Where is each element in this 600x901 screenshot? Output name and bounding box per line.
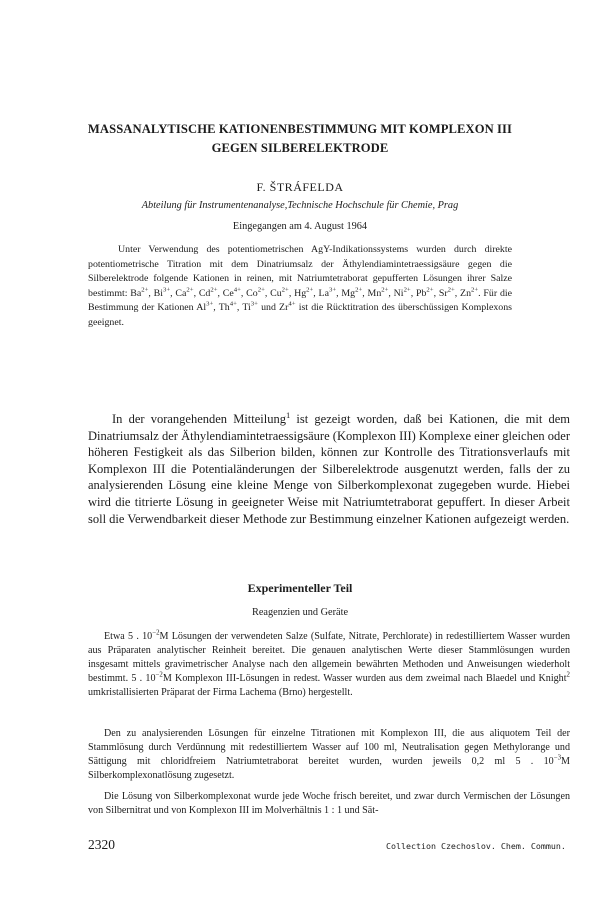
- paragraph-reagents: Etwa 5 . $10^{-2}M$ Lösungen der verwendeten Salze (Sulfate, Nitrate, Perchlorate) in redestilliertem Wasser wurden aus Präparaten analytischer Reinheit bereitet. Die genauen analytischen Werte dieser Stammlösungen wurden insgesamt mittels gravimetrischer Analyse nach den allgemein bewährten Methoden und Anweisungen wiederholt bestimmt. 5 . $10^{-2}M$ Komplexon III-Lösungen in redest. Wasser wurden aus dem zweimal nach Blaedel und Knight$^2$ umkristallisierten Präparat der Firma Lachema (Brno) hergestellt.: [88, 629, 570, 698]
- paper-title: [60, 120, 540, 158]
- intro-paragraph: In der vorangehenden Mitteilung$^1$ ist gezeigt worden, daß bei Kationen, die mit dem Dinatriumsalz der Äthylendiamintetraessigsäure (Komplexon III) Komplexe einer gleichen oder höheren Festigkeit als das Silberion bilden, können zur Kontrolle des Titrationsverlaufs mit Komplexon III die Potentialänderungen der Silberelektrode ausgenutzt werden, falls der zu analysierenden Lösung eine kleine Menge von Silberkomplexonat zugegeben wurde. Hiebei wird die titrierte Lösung in geeigneter Weise mit Natriumtetraborat gepuffert. In dieser Arbeit soll die Verwendbarkeit dieser Methode zur Bestimmung einzelner Kationen aufgezeigt werden.: [88, 409, 570, 526]
- author-name: F. ŠTRÁFELDA: [256, 180, 344, 194]
- title-line-1: MASSANALYTISCHE KATIONENBESTIMMUNG MIT KOMPLEXON III: [87, 122, 513, 136]
- page-number: 2320: [88, 837, 115, 852]
- citation-ref: 1: [286, 409, 291, 420]
- paragraph-solutions: Den zu analysierenden Lösungen für einzelne Titrationen mit Komplexon III, die aus aliquotem Teil der Stammlösung durch Verdünnung mit redestilliertem Wasser auf 100 ml, Neutralisation gegen Methylorange und Sättigung mit chloridfreiem Natriumtetraborat bereitet wurden, wurden jeweils 0,2 ml 5 . $10^{-3}M$ Silberkomplexonatlösung zugesetzt.: [88, 728, 570, 781]
- received-date: Eingegangen am 4. August 1964: [232, 221, 368, 232]
- citation-ref: 2: [566, 671, 570, 679]
- journal-footer: Collection Czechoslov. Chem. Commun.: [386, 841, 566, 851]
- subsection-heading: Reagenzien und Geräte: [251, 607, 349, 618]
- paragraph-silver-complexonate: Die Lösung von Silberkomplexonat wurde jede Woche frisch bereitet, und zwar durch Vermischen der Lösungen von Silbernitrat und von Komplexon III im Molverhältnis 1 : 1 und Sät-: [88, 791, 570, 816]
- section-heading: Experimenteller Teil: [247, 581, 353, 595]
- abstract: Unter Verwendung des potentiometrischen AgY-Indikationssystems wurden durch direkte potentiometrische Titration mit dem Dinatriumsalz der Äthylendiamintetraessigsäure gegen die Silberelektrode folgende Kationen in reinen, mit Natriumtetraborat gepufferten Lösungen ihrer Salze bestimmt: $Ba^{2+}$, $Bi^{3+}$, $Ca^{2+}$, $Cd^{2+}$, $Ce^{4+}$, $Co^{2+}$, $Cu^{2+}$, $Hg^{2+}$, $La^{3+}$, $Mg^{2+}$, $Mn^{2+}$, $Ni^{2+}$, $Pb^{2+}$, $Sr^{2+}$, $Zn^{2+}$. Für die Bestimmung der Kationen $Al^{3+}$, $Th^{4+}$, $Ti^{3+}$ und $Zr^{4+}$ ist die Rücktitration des überschüssigen Komplexons geeignet.: [88, 244, 513, 328]
- affiliation: Abteilung für Instrumentenanalyse,Technische Hochschule für Chemie, Prag: [141, 200, 459, 211]
- title-line-2: GEGEN SILBERELEKTRODE: [211, 141, 389, 155]
